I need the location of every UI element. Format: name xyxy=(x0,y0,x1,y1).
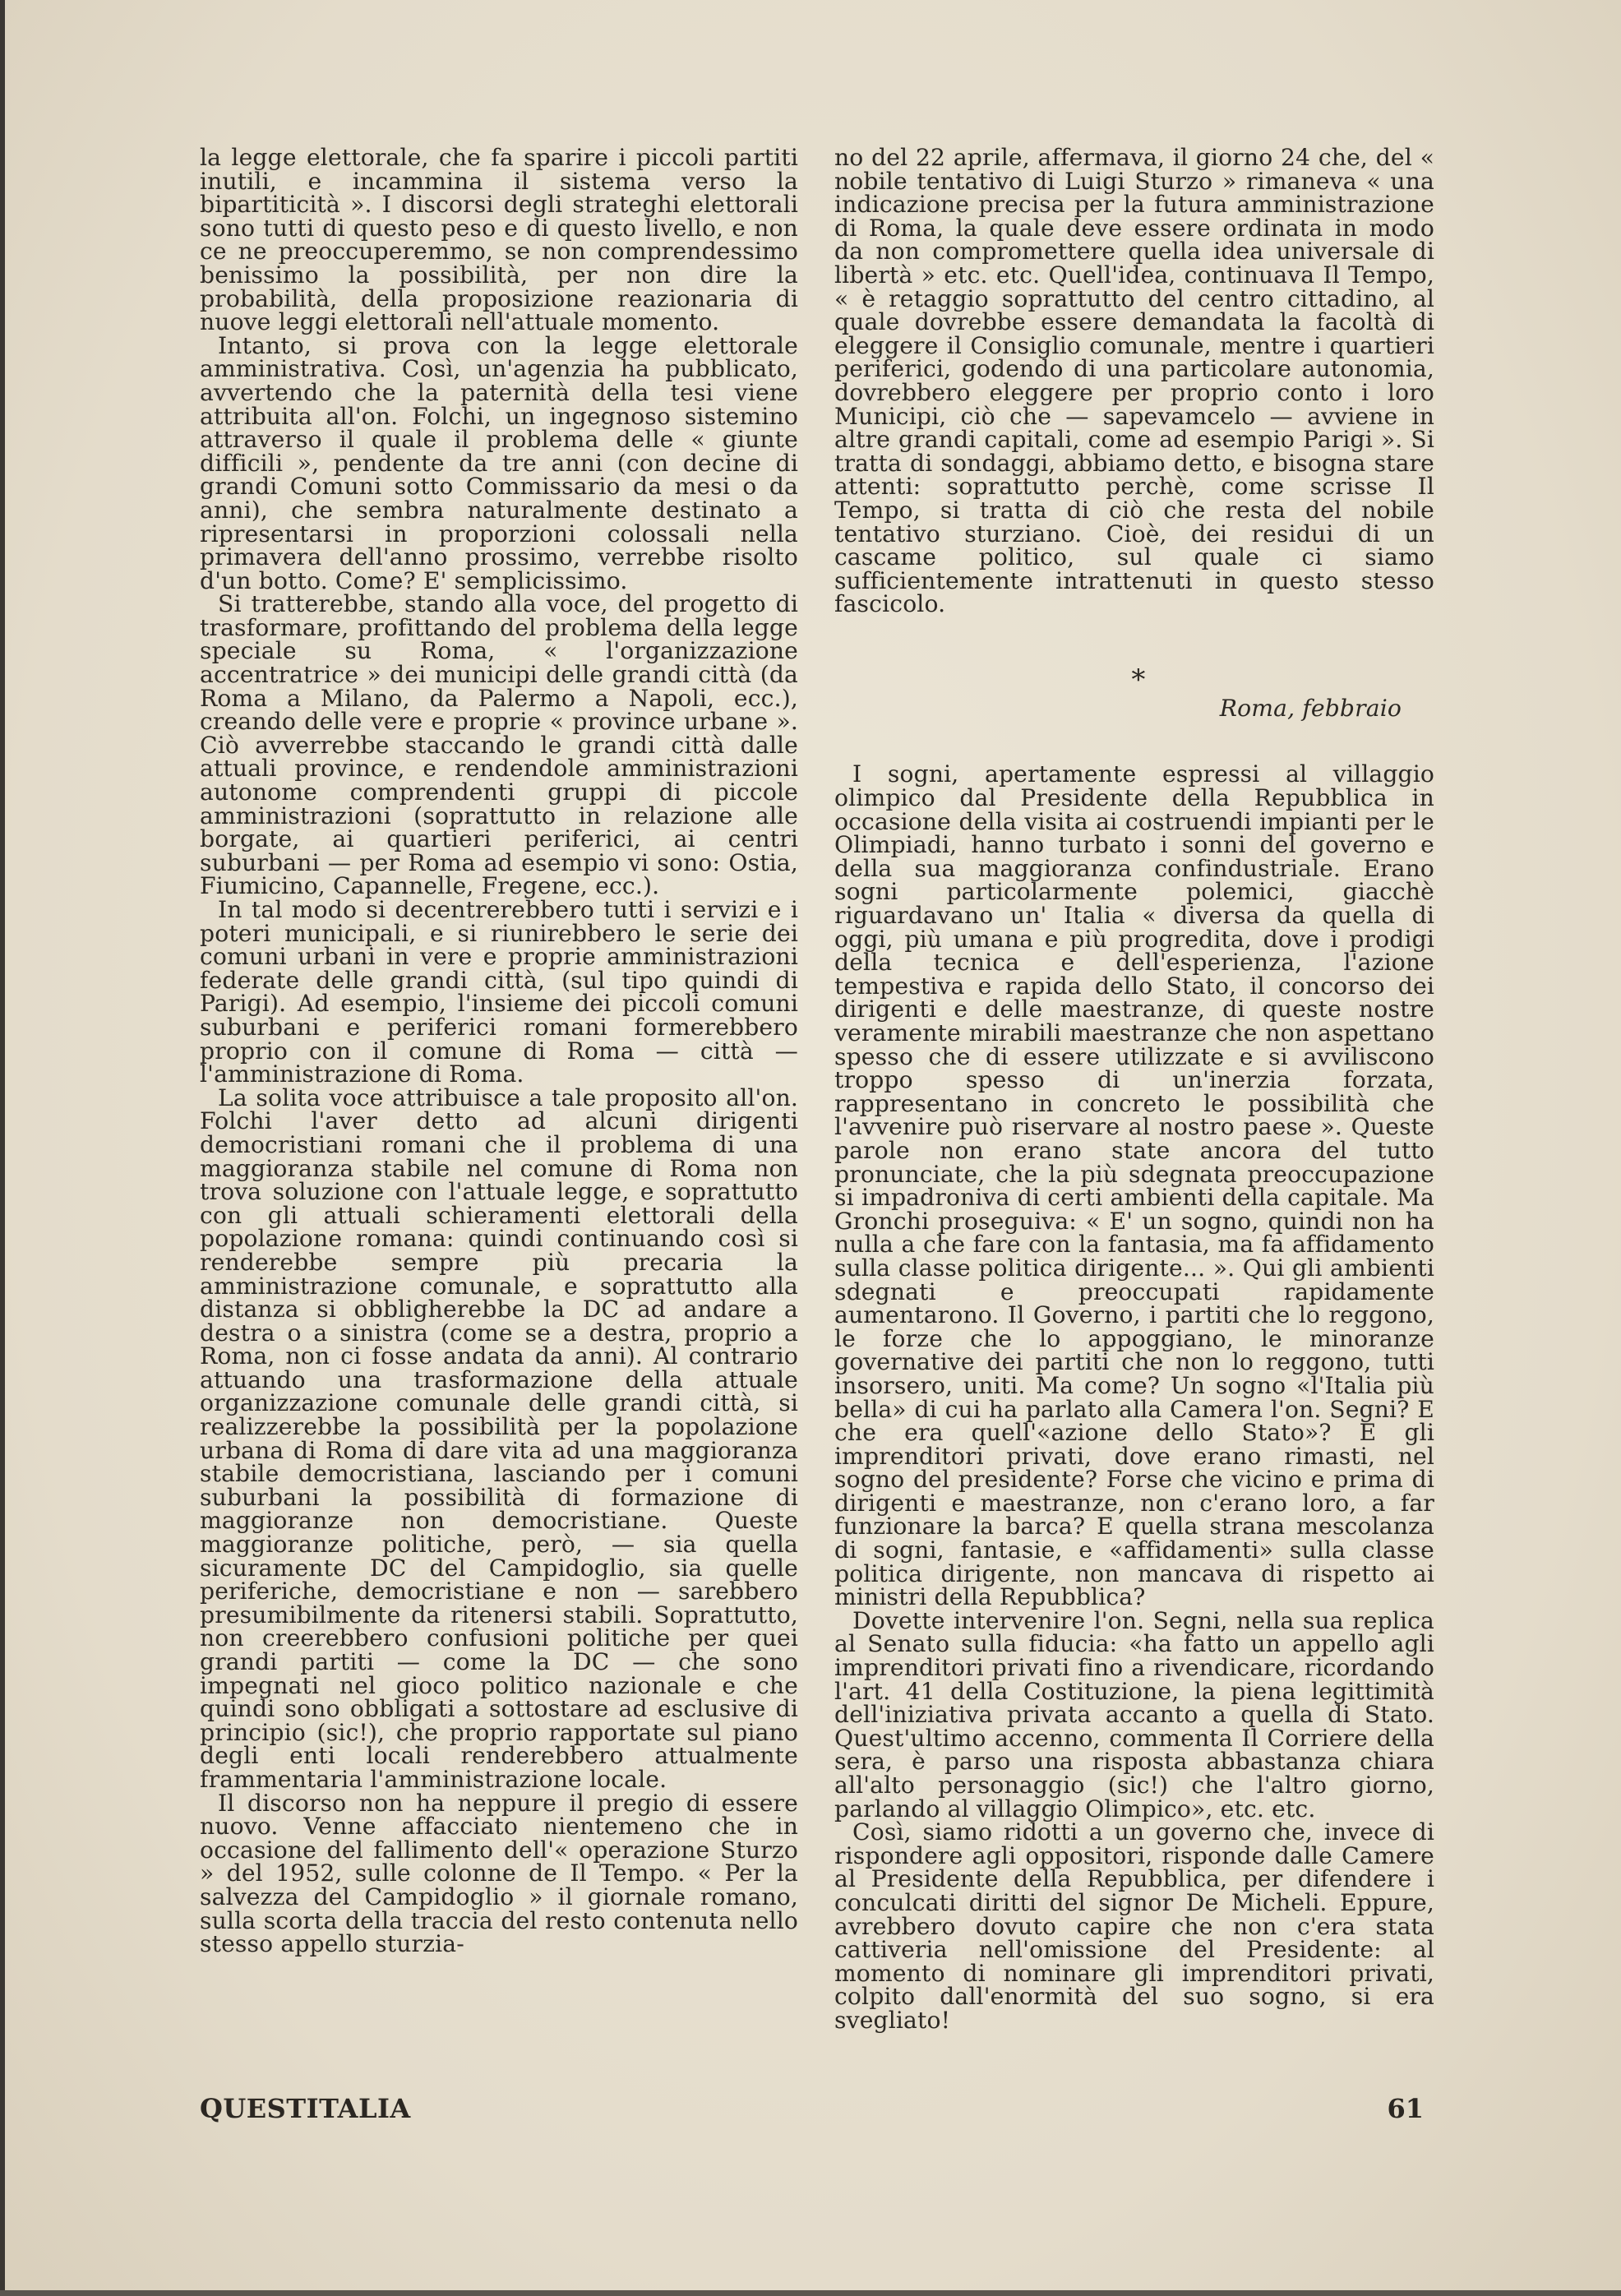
left-column xyxy=(200,146,798,1956)
paragraph: Dovette intervenire l'on. Segni, nella sua replica al Senato sulla fiducia: «ha fatto un appello agli imprenditori privati fino a rivendicare, ricordando l'art. 41 della Costituzione, la piena legittimità dell'iniziativa privata accanto a quella di Stato. Quest'ultimo accenno, commenta Il Corriere della sera, è parso una risposta abbastanza chiara all'alto personaggio (sic!) che l'altro giorno, parlando al villaggio Olimpico», etc. etc. xyxy=(834,1606,1434,1822)
page-number: 61 xyxy=(1387,2093,1424,2124)
right-column xyxy=(834,146,1434,2033)
paragraph: Così, siamo ridotti a un governo che, invece di rispondere agli oppositori, risponde dalle Camere al Presidente della Repubblica, per difendere i conculcati diritti del signor De Micheli. Eppure, avrebbero dovuto capire che non c'era stata cattiveria nell'omissione del Presidente: al momento di nominare gli imprenditori privati, colpito dall'enormità del suo sogno, si era svegliato! xyxy=(834,1818,1434,2034)
dateline: Roma, febbraio xyxy=(1219,694,1402,722)
paragraph: Il discorso non ha neppure il pregio di essere nuovo. Venne affacciato nientemeno che in occasione del fallimento dell'« operazione Sturzo » del 1952, sulle colonne de Il Tempo. « Per la salvezza del Campidoglio » il giornale romano, sulla scorta della traccia del resto contenuta nello stesso appello sturzia- xyxy=(200,1789,798,1958)
paragraph: Si tratterebbe, stando alla voce, del progetto di trasformare, profittando del problema della legge speciale su Roma, « l'organizzazione accentratrice » dei municipi delle grandi città (da Roma a Milano, da Palermo a Napoli, ecc.), creando delle vere e proprie « province urbane ». Ciò avverrebbe staccando le grandi città dalle attuali province, e rendendole amministrazioni autonome comprendenti gruppi di piccole amministrazioni (soprattutto in relazione alle borgate, ai quartieri periferici, ai centri suburbani — per Roma ad esempio vi sono: Ostia, Fiumicino, Capannelle, Fregene, ecc.). xyxy=(200,590,798,900)
paragraph: I sogni, apertamente espressi al villaggio olimpico dal Presidente della Repubblica in occasione della visita ai costruendi impianti per le Olimpiadi, hanno turbato i sonni del governo e della sua maggioranza confindustriale. Erano sogni particolarmente polemici, giacchè riguardavano un' Italia « diversa da quella di oggi, più umana e più progredita, dove i prodigi della tecnica e dell'esperienza, l'azione tempestiva e rapida dello Stato, il concorso dei dirigenti e delle maestranze, di queste nostre veramente mirabili maestranze che non aspettano spesso che di essere utilizzate e si avviliscono troppo spesso di un'inerzia forzata, rappresentano in concreto le possibilità che l'avvenire può riservare al nostro paese ». Queste parole non erano state ancora del tutto pronunciate, che la più sdegnata preoccupazione si impadroniva di certi ambienti della capitale. Ma Gronchi proseguiva: « E' un sogno, quindi non ha nulla a che fare con la fantasia, ma fa affidamento sulla classe politica dirigente... ». Qui gli ambienti sdegnati e preoccupati rapidamente aumentarono. Il Governo, i partiti che lo reggono, le forze che lo appoggiano, le minoranze governative dei partiti che non lo reggono, tutti insorsero, uniti. Ma come? Un sogno «l'Italia più bella» di cui ha parlato alla Camera l'on. Segni? E che era quell'«azione dello Stato»? E gli imprenditori privati, dove erano rimasti, nel sogno del presidente? Forse che vicino e prima di dirigenti e maestranze, non c'erano loro, a far funzionare la barca? E quella strana mescolanza di sogni, fantasie, e «affidamenti» sulla classe politica dirigente, non mancava di rispetto ai ministri della Repubblica? xyxy=(834,760,1434,1611)
magazine-title: QUESTITALIA xyxy=(200,2093,411,2124)
paragraph: la legge elettorale, che fa sparire i piccoli partiti inutili, e incammina il sistema verso la bipartiticità ». I discorsi degli strateghi elettorali sono tutti di questo peso e di questo livello, e non ce ne preoccuperemmo, se non comprendessimo benissimo la possibilità, per non dire la probabilità, della proposizione reazionaria di nuove leggi elettorali nell'attuale momento. xyxy=(200,144,798,336)
paragraph: In tal modo si decentrerebbero tutti i servizi e i poteri municipali, e si riunirebbero le serie dei comuni urbani in vere e proprie amministrazioni federate delle grandi città, (sul tipo quindi di Parigi). Ad esempio, l'insieme dei piccoli comuni suburbani e periferici romani formerebbero proprio con il comune di Roma — città — l'amministrazione di Roma. xyxy=(200,896,798,1088)
paragraph: no del 22 aprile, affermava, il giorno 24 che, del « nobile tentativo di Luigi Sturzo » rimaneva « una indicazione precisa per la futura amministrazione di Roma, la quale deve essere ordinata in modo da non compromettere quella idea universale di libertà » etc. etc. Quell'idea, continuava Il Tempo, « è retaggio soprattutto del centro cittadino, al quale dovrebbe essere demandata la facoltà di eleggere il Consiglio comunale, mentre i quartieri periferici, godendo di una particolare autonomia, dovrebbero eleggere per proprio conto i loro Municipi, ciò che — sapevamcelo — avviene in altre grandi capitali, come ad esempio Parigi ». Si tratta di sondaggi, abbiamo detto, e bisogna stare attenti: soprattutto perchè, come scrisse Il Tempo, si tratta di ciò che resta del nobile tentativo sturziano. Cioè, dei residui di un cascame politico, sul quale ci siamo sufficientemente intrattenuti in questo stesso fascicolo. xyxy=(834,144,1434,618)
paragraph: La solita voce attribuisce a tale proposito all'on. Folchi l'aver detto ad alcuni dirigenti democristiani romani che il problema di una maggioranza stabile nel comune di Roma non trova soluzione con l'attuale legge, e soprattutto con gli attuali schieramenti elettorali della popolazione romana: quindi continuando così si renderebbe sempre più precaria la amministrazione comunale, e soprattutto alla distanza si obbligherebbe la DC ad andare a destra o a sinistra (come se a destra, proprio a Roma, non ci fosse andata da anni). Al contrario attuando una trasformazione della attuale organizzazione comunale delle grandi città, si realizzerebbe la possibilità per la popolazione urbana di Roma di dare vita ad una maggioranza stabile democristiana, lasciando per i comuni suburbani la possibilità di formazione di maggioranze non democristiane. Queste maggioranze politiche, però, — sia quella sicuramente DC del Campidoglio, sia quelle periferiche, democristiane e non — sarebbero presumibilmente da ritenersi stabili. Soprattutto, non creerebbero confusioni politiche per quei grandi partiti — come la DC — che sono impegnati nel gioco politico nazionale e che quindi sono obbligati a sottostare ad esclusive di principio (sic!), che proprio rapportate sul piano degli enti locali renderebbero attualmente frammentaria l'amministrazione locale. xyxy=(200,1083,798,1793)
paragraph: Intanto, si prova con la legge elettorale amministrativa. Così, un'agenzia ha pubblicato, avvertendo che la paternità della tesi viene attribuita all'on. Folchi, un ingegnoso sistemino attraverso il quale il problema delle « giunte difficili », pendente da tre anni (con decine di grandi Comuni sotto Commissario da mesi o da anni), che sembra naturalmente destinato a ripresentarsi in proporzioni colossali nella primavera dell'anno prossimo, verrebbe risolto d'un botto. Come? E' semplicissimo. xyxy=(200,331,798,594)
section-break-asterisk: * xyxy=(1131,663,1146,696)
scan-edge-bottom xyxy=(0,2290,1621,2296)
scan-edge-left xyxy=(0,0,5,2296)
